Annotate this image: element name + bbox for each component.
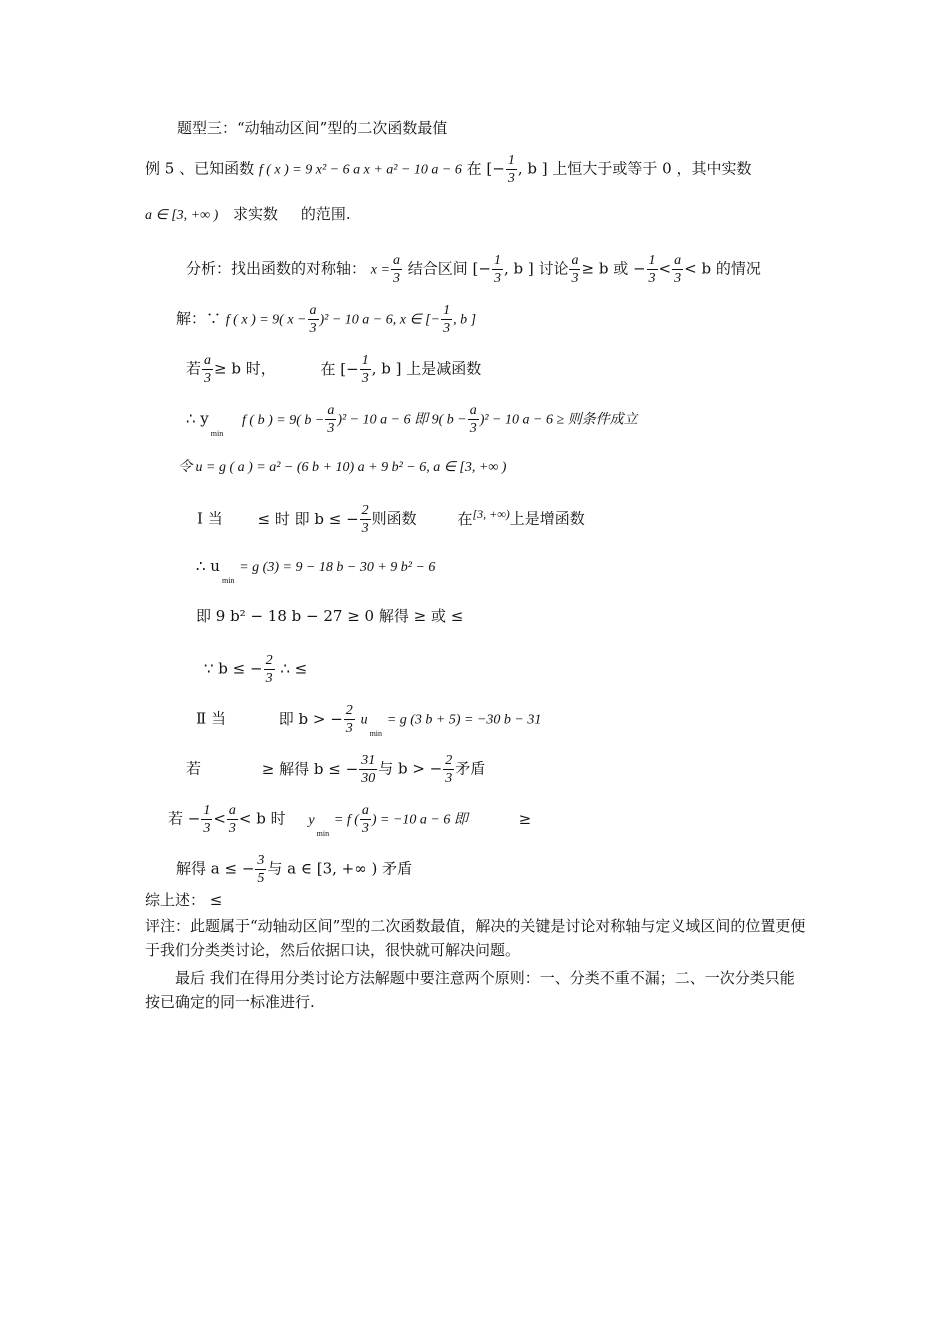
comment-paragraph: 评注：此题属于“动轴动区间”型的二次函数最值，解决的关键是讨论对称轴与定义域区间的位置更便于我们分类类讨论，然后依据口诀，很快就可解决问题。: [145, 917, 806, 959]
solution-line3: ∴ $y_{min}$ f ( b ) = 9( b − $\frac{a}{3}$ )² − 10 a − 6 即 9( b − $\frac{a}{3}$ )² − 10 a − 6 ≥ 则条件成立: [186, 403, 638, 438]
case3-line2: 解得 a ≤ − $\frac{3}{5}$ 与 a ∈ [3, +∞ ) 矛盾: [176, 853, 413, 886]
summary-line: 综上述： ≤: [145, 891, 223, 909]
solution-line4: 令 u = g ( a ) = a² − (6 b + 10) a + 9 b² − 6, a ∈ [3, +∞ ): [178, 460, 507, 475]
example-5-line1: 例 5 、已知函数 f ( x ) = 9 x² − 6 a x + a² − 10 a − 6 在 [− $\frac{1}{3}$ , b ] 上恒大于或等于 0 ，其中实数: [145, 153, 752, 186]
solution-line1: 解：∵ f ( x ) = 9( x − $\frac{a}{3}$ )² − 10 a − 6, x ∈ [− $\frac{1}{3}$ , b ]: [176, 303, 477, 336]
case1-line2: ∴ $u_{min} = g$ (3) = 9 − 18 b − 30 + 9 b² − 6: [196, 557, 436, 585]
case1-line4: ∵ b ≤ − $\frac{2}{3}$ ∴ ≤: [204, 653, 308, 686]
case1-line3: 即 9 b² − 18 b − 27 ≥ 0 解得 ≥ 或 ≤: [196, 607, 464, 625]
case2-line2: 若 ≥ 解得 b ≤ − $\frac{31}{30}$ 与 b > − $\frac{2}{3}$ 矛盾: [186, 753, 486, 786]
example-5-line2: a ∈ [3, +∞ ) 求实数 的范围.: [145, 205, 351, 223]
final-paragraph: 最后 我们在得用分类讨论方法解题中要注意两个原则：一、分类不重不漏；二、一次分类只能按已确定的同一标准进行.: [145, 969, 795, 1011]
analysis-line: 分析：找出函数的对称轴： x = $\frac{a}{3}$ 结合区间 [− $\frac{1}{3}$ , b ] 讨论 $\frac{a}{3}$ ≥ b 或 − $\frac{1}{3}$ < $\frac{a}{3}$ < b 的情况: [186, 253, 761, 286]
section-title: 题型三：“动轴动区间”型的二次函数最值: [177, 119, 448, 137]
case3-line1: 若 − $\frac{1}{3}$ < $\frac{a}{3}$ < b 时 $y_{min} = f$ ( $\frac{a}{3}$ ) = −10 a − 6 即 ≥: [168, 803, 532, 838]
case2-line1: Ⅱ 当 即 b > − $\frac{2}{3}$ $u_{min} = g$ (3 b + 5) = −30 b − 31: [196, 703, 542, 738]
case1-line1: Ⅰ 当 ≤ 时 即 b ≤ − $\frac{2}{3}$ 则函数 在$^{[3, +\infty)}$上是增函数: [197, 503, 585, 536]
solution-line2: 若 $\frac{a}{3}$ ≥ b 时， 在 [− $\frac{1}{3}$ , b ] 上是减函数: [186, 353, 482, 386]
